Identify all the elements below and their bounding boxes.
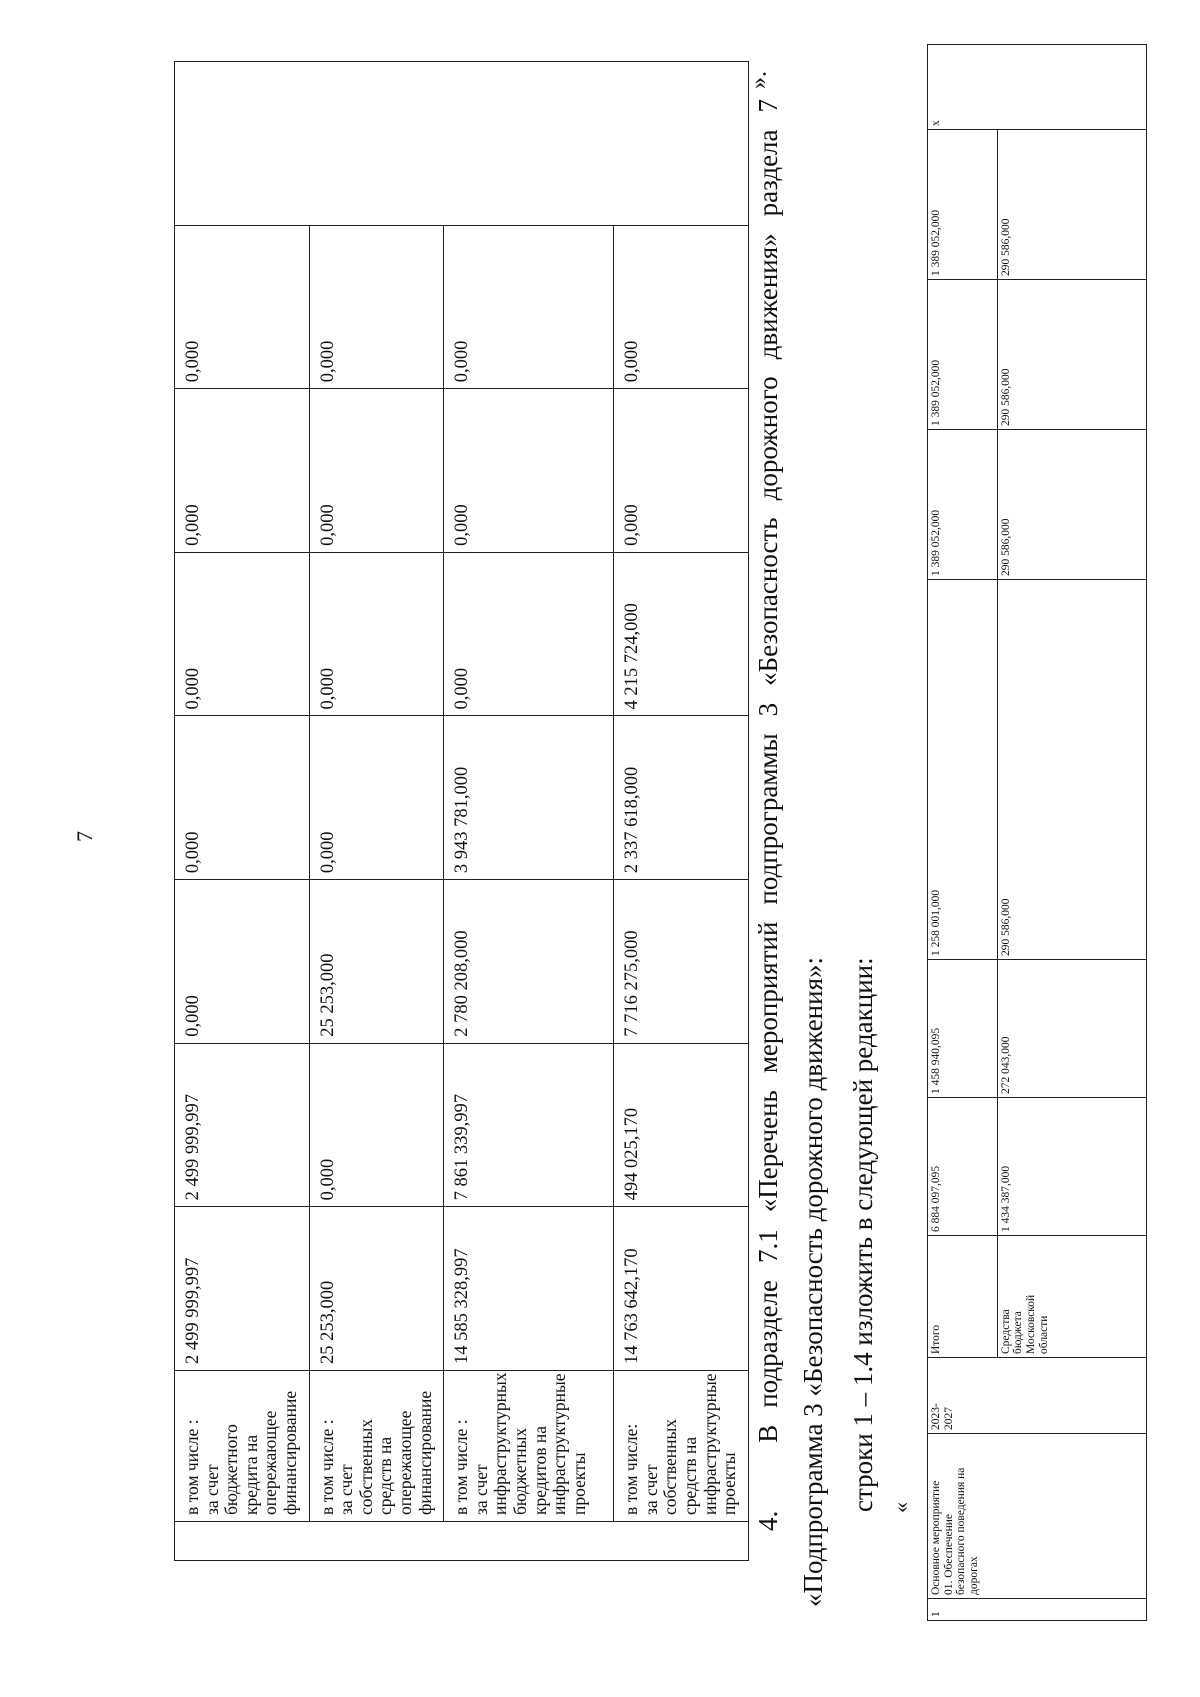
row-label-cell: в том числе : за счет инфраструктурных бюджетных кредитов на инфраструктурные проекты xyxy=(444,1371,614,1522)
blank-cell xyxy=(175,1522,749,1561)
value-cell: 3 943 781,000 xyxy=(444,716,614,880)
value-cell: 0,000 xyxy=(175,552,310,716)
value-cell: 2 337 618,000 xyxy=(614,716,749,880)
value-cell: 7 861 339,997 xyxy=(444,1043,614,1207)
value-cell: 6 884 097,095 xyxy=(928,1098,998,1236)
closing-quote: ». xyxy=(746,71,772,89)
value-cell: 25 253,000 xyxy=(309,880,444,1044)
table-row xyxy=(614,62,749,1561)
empty-cell xyxy=(175,62,749,226)
value-cell: 1 389 052,000 xyxy=(928,280,998,430)
value-cell: 0,000 xyxy=(444,552,614,716)
value-cell: 2 499 999,997 xyxy=(175,1043,310,1207)
row-number-cell: 1 xyxy=(928,1599,1147,1621)
value-cell: 494 025,170 xyxy=(614,1043,749,1207)
paragraph-line-2: «Подпрограмма 3 «Безопасность дорожного движения»: xyxy=(798,956,828,1607)
value-cell: 272 043,000 xyxy=(997,960,1146,1098)
value-cell: 0,000 xyxy=(175,225,310,389)
value-cell: 290 586,000 xyxy=(997,130,1146,280)
table-row xyxy=(309,62,444,1561)
funding-table xyxy=(174,61,749,1561)
value-cell: 14 585 328,997 xyxy=(444,1207,614,1371)
value-cell: 0,000 xyxy=(444,225,614,389)
paragraph-line-3: строки 1 – 1.4 изложить в следующей редакции: xyxy=(848,957,878,1512)
value-cell: 0,000 xyxy=(175,880,310,1044)
value-cell: 0,000 xyxy=(309,1043,444,1207)
table-row xyxy=(928,45,998,1621)
value-cell: 0,000 xyxy=(175,389,310,553)
value-cell: 290 586,000 xyxy=(997,580,1146,960)
funding-source-cell: Средства бюджета Московской области xyxy=(997,1236,1146,1358)
value-cell: 0,000 xyxy=(309,716,444,880)
value-cell: 25 253,000 xyxy=(309,1207,444,1371)
value-cell: 14 763 642,170 xyxy=(614,1207,749,1371)
responsible-cell: x xyxy=(928,45,1147,130)
row-label-cell: в том числе : за счет бюджетного кредита на опережающее финансирование xyxy=(175,1371,310,1522)
value-cell: 1 458 940,095 xyxy=(928,960,998,1098)
value-cell: 1 389 052,000 xyxy=(928,430,998,580)
value-cell: 0,000 xyxy=(309,552,444,716)
measure-name-cell: Основное мероприятие 01. Обеспечение безопасного поведения на дорогах xyxy=(928,1434,1147,1599)
page-number: 7 xyxy=(72,831,97,842)
funding-source-cell: Итого xyxy=(928,1236,998,1358)
opening-quote: « xyxy=(888,1502,913,1513)
row-label-cell: в том числе: за счет собственных средств на инфраструктурные проекты xyxy=(614,1371,749,1522)
row-label-cell: в том числе : за счет собственных средств на опережающее финансирование xyxy=(309,1371,444,1522)
value-cell: 1 258 001,000 xyxy=(928,580,998,960)
value-cell: 0,000 xyxy=(614,389,749,553)
value-cell: 0,000 xyxy=(614,225,749,389)
table-row xyxy=(444,62,614,1561)
value-cell: 1 389 052,000 xyxy=(928,130,998,280)
value-cell: 290 586,000 xyxy=(997,430,1146,580)
value-cell: 0,000 xyxy=(444,389,614,553)
value-cell: 7 716 275,000 xyxy=(614,880,749,1044)
value-cell: 1 434 387,000 xyxy=(997,1098,1146,1236)
value-cell: 4 215 724,000 xyxy=(614,552,749,716)
table-row xyxy=(175,62,310,1561)
value-cell: 2 780 208,000 xyxy=(444,880,614,1044)
value-cell: 2 499 999,997 xyxy=(175,1207,310,1371)
period-cell: 2023- 2027 xyxy=(928,1358,1147,1434)
value-cell: 0,000 xyxy=(309,389,444,553)
measures-table xyxy=(927,44,1147,1621)
paragraph-line-1: 4. В подразделе 7.1 «Перечень мероприятий подпрограммы 3 «Безопасность дорожного движения» раздела 7 xyxy=(753,98,783,1531)
value-cell: 0,000 xyxy=(175,716,310,880)
value-cell: 0,000 xyxy=(309,225,444,389)
value-cell: 290 586,000 xyxy=(997,280,1146,430)
